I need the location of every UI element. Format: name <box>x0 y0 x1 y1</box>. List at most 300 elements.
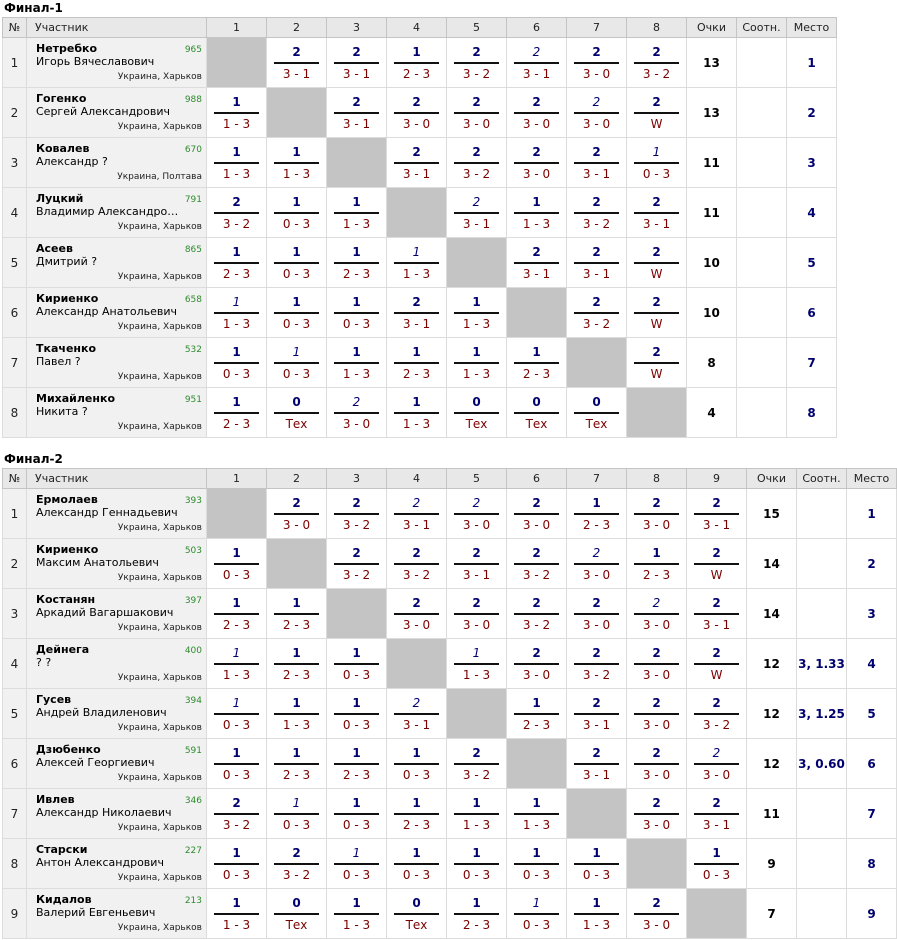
player-surname[interactable]: Нетребко <box>36 42 98 55</box>
match-cell[interactable] <box>627 38 687 88</box>
match-cell[interactable] <box>627 489 687 539</box>
player-cell[interactable] <box>27 88 207 138</box>
match-result[interactable] <box>627 589 686 638</box>
match-cell[interactable] <box>687 689 747 739</box>
match-result[interactable] <box>327 639 386 688</box>
match-result[interactable] <box>207 388 266 437</box>
match-cell[interactable] <box>207 889 267 939</box>
match-result[interactable] <box>327 238 386 287</box>
match-cell[interactable] <box>687 789 747 839</box>
match-cell[interactable] <box>567 489 627 539</box>
match-result[interactable] <box>267 639 326 688</box>
match-cell[interactable] <box>687 589 747 639</box>
match-result[interactable] <box>507 138 566 187</box>
match-result[interactable] <box>447 138 506 187</box>
player-surname[interactable]: Старски <box>36 843 88 856</box>
player-cell[interactable] <box>27 288 207 338</box>
match-cell[interactable] <box>447 839 507 889</box>
match-result[interactable] <box>267 689 326 738</box>
player-cell[interactable] <box>27 388 207 438</box>
match-score: 3 - 1 <box>402 167 431 181</box>
match-cell[interactable] <box>507 188 567 238</box>
match-result[interactable] <box>207 288 266 337</box>
match-cell[interactable] <box>447 388 507 438</box>
match-result[interactable] <box>567 539 626 588</box>
match-result[interactable] <box>387 88 446 137</box>
match-result[interactable] <box>567 639 626 688</box>
match-cell[interactable] <box>327 489 387 539</box>
match-cell[interactable] <box>267 138 327 188</box>
player-surname[interactable]: Кириенко <box>36 543 99 556</box>
match-result[interactable] <box>627 639 686 688</box>
match-result[interactable] <box>507 188 566 237</box>
match-cell[interactable] <box>447 789 507 839</box>
match-result[interactable] <box>627 38 686 87</box>
match-cell[interactable] <box>327 789 387 839</box>
match-cell[interactable] <box>207 539 267 589</box>
match-result[interactable] <box>267 338 326 387</box>
match-result[interactable] <box>327 88 386 137</box>
match-cell[interactable] <box>207 689 267 739</box>
player-cell[interactable] <box>27 38 207 88</box>
match-cell[interactable] <box>327 38 387 88</box>
match-cell[interactable] <box>627 539 687 589</box>
match-score: 3 - 0 <box>402 618 431 632</box>
match-cell[interactable] <box>387 539 447 589</box>
match-result[interactable] <box>627 238 686 287</box>
match-cell[interactable] <box>267 589 327 639</box>
match-result[interactable] <box>567 88 626 137</box>
match-result[interactable] <box>327 789 386 838</box>
player-cell[interactable] <box>27 338 207 388</box>
match-cell[interactable] <box>387 689 447 739</box>
section-title-final-2: Финал-2 <box>4 452 63 466</box>
match-result[interactable] <box>627 188 686 237</box>
match-cell[interactable] <box>447 489 507 539</box>
match-result[interactable] <box>447 388 506 437</box>
match-divider <box>334 212 379 214</box>
match-cell[interactable] <box>267 489 327 539</box>
match-cell[interactable] <box>387 138 447 188</box>
match-cell[interactable] <box>267 388 327 438</box>
match-cell[interactable] <box>627 238 687 288</box>
match-result[interactable] <box>327 38 386 87</box>
match-result[interactable] <box>267 489 326 538</box>
match-result[interactable] <box>267 739 326 788</box>
match-result[interactable] <box>687 789 746 838</box>
match-result[interactable] <box>507 38 566 87</box>
match-cell[interactable] <box>207 388 267 438</box>
match-cell[interactable] <box>327 739 387 789</box>
match-cell[interactable] <box>627 338 687 388</box>
match-result[interactable] <box>567 188 626 237</box>
player-surname[interactable]: Ивлев <box>36 793 75 806</box>
player-surname[interactable]: Дзюбенко <box>36 743 101 756</box>
match-result[interactable] <box>267 138 326 187</box>
match-cell[interactable] <box>447 338 507 388</box>
match-result[interactable] <box>567 889 626 938</box>
match-result[interactable] <box>207 188 266 237</box>
match-cell[interactable] <box>567 689 627 739</box>
row-number: 1 <box>3 38 27 88</box>
player-surname[interactable]: Асеев <box>36 242 73 255</box>
match-cell[interactable] <box>567 889 627 939</box>
match-result[interactable] <box>507 88 566 137</box>
player-surname[interactable]: Кириенко <box>36 292 99 305</box>
match-cell[interactable] <box>267 188 327 238</box>
match-result[interactable] <box>267 38 326 87</box>
player-surname[interactable]: Михайленко <box>36 392 116 405</box>
match-result[interactable] <box>687 689 746 738</box>
match-result[interactable] <box>447 338 506 387</box>
match-result[interactable] <box>387 789 446 838</box>
match-cell[interactable] <box>507 539 567 589</box>
player-surname[interactable]: Гусев <box>36 693 72 706</box>
match-result[interactable] <box>507 388 566 437</box>
match-cell[interactable] <box>207 639 267 689</box>
match-cell[interactable] <box>687 489 747 539</box>
match-cell[interactable] <box>447 589 507 639</box>
player-cell[interactable] <box>27 789 207 839</box>
match-cell[interactable] <box>387 388 447 438</box>
match-result[interactable] <box>207 539 266 588</box>
match-result[interactable] <box>327 539 386 588</box>
match-result[interactable] <box>627 739 686 788</box>
match-result[interactable] <box>207 839 266 888</box>
match-result[interactable] <box>327 739 386 788</box>
match-result[interactable] <box>387 539 446 588</box>
match-result[interactable] <box>267 789 326 838</box>
match-cell[interactable] <box>267 839 327 889</box>
match-result[interactable] <box>207 589 266 638</box>
match-cell[interactable] <box>567 639 627 689</box>
match-result[interactable] <box>627 889 686 938</box>
match-cell[interactable] <box>267 889 327 939</box>
match-result[interactable] <box>207 238 266 287</box>
match-result[interactable] <box>387 589 446 638</box>
match-result[interactable] <box>567 138 626 187</box>
match-cell[interactable] <box>267 38 327 88</box>
match-points: 1 <box>532 696 541 710</box>
match-result[interactable] <box>207 739 266 788</box>
match-cell[interactable] <box>207 789 267 839</box>
match-result[interactable] <box>507 789 566 838</box>
match-result[interactable] <box>507 539 566 588</box>
match-result[interactable] <box>567 589 626 638</box>
self-match-cell <box>267 539 327 589</box>
match-result[interactable] <box>207 138 266 187</box>
match-cell[interactable] <box>567 38 627 88</box>
match-cell[interactable] <box>567 589 627 639</box>
player-cell[interactable] <box>27 839 207 889</box>
match-cell[interactable] <box>447 38 507 88</box>
match-result[interactable] <box>327 388 386 437</box>
match-result[interactable] <box>567 238 626 287</box>
match-result[interactable] <box>627 288 686 337</box>
match-cell[interactable] <box>207 338 267 388</box>
match-cell[interactable] <box>507 839 567 889</box>
match-cell[interactable] <box>507 238 567 288</box>
match-cell[interactable] <box>327 238 387 288</box>
match-cell[interactable] <box>567 188 627 238</box>
match-cell[interactable] <box>627 739 687 789</box>
match-cell[interactable] <box>207 839 267 889</box>
match-result[interactable] <box>267 288 326 337</box>
match-result[interactable] <box>267 589 326 638</box>
match-cell[interactable] <box>447 188 507 238</box>
match-result[interactable] <box>627 539 686 588</box>
match-result[interactable] <box>687 589 746 638</box>
match-result[interactable] <box>387 38 446 87</box>
match-cell[interactable] <box>267 338 327 388</box>
match-cell[interactable] <box>507 789 567 839</box>
match-result[interactable] <box>567 288 626 337</box>
match-result[interactable] <box>327 489 386 538</box>
match-cell[interactable] <box>327 689 387 739</box>
match-result[interactable] <box>627 689 686 738</box>
match-cell[interactable] <box>387 288 447 338</box>
match-result[interactable] <box>327 288 386 337</box>
match-cell[interactable] <box>507 889 567 939</box>
match-result[interactable] <box>387 338 446 387</box>
match-result[interactable] <box>267 889 326 938</box>
match-cell[interactable] <box>507 38 567 88</box>
player-cell[interactable] <box>27 539 207 589</box>
match-result[interactable] <box>507 689 566 738</box>
match-result[interactable] <box>447 889 506 938</box>
match-cell[interactable] <box>627 188 687 238</box>
match-cell[interactable] <box>267 789 327 839</box>
match-cell[interactable] <box>687 639 747 689</box>
match-cell[interactable] <box>687 739 747 789</box>
match-result[interactable] <box>507 639 566 688</box>
match-cell[interactable] <box>507 689 567 739</box>
match-cell[interactable] <box>447 539 507 589</box>
match-cell[interactable] <box>207 589 267 639</box>
match-result[interactable] <box>627 88 686 137</box>
player-surname[interactable]: Луцкий <box>36 192 84 205</box>
match-cell[interactable] <box>327 188 387 238</box>
match-result[interactable] <box>327 689 386 738</box>
match-result[interactable] <box>447 789 506 838</box>
match-cell[interactable] <box>207 288 267 338</box>
match-cell[interactable] <box>687 839 747 889</box>
match-cell[interactable] <box>387 589 447 639</box>
match-cell[interactable] <box>327 889 387 939</box>
match-cell[interactable] <box>327 388 387 438</box>
match-result[interactable] <box>507 589 566 638</box>
match-cell[interactable] <box>627 689 687 739</box>
match-cell[interactable] <box>207 739 267 789</box>
match-result[interactable] <box>447 188 506 237</box>
match-cell[interactable] <box>327 288 387 338</box>
match-cell[interactable] <box>387 739 447 789</box>
match-result[interactable] <box>267 388 326 437</box>
player-surname[interactable]: Гогенко <box>36 92 87 105</box>
match-cell[interactable] <box>447 889 507 939</box>
match-result[interactable] <box>627 338 686 387</box>
match-cell[interactable] <box>507 338 567 388</box>
match-result[interactable] <box>687 489 746 538</box>
match-cell[interactable] <box>447 288 507 338</box>
match-cell[interactable] <box>627 88 687 138</box>
match-result[interactable] <box>507 889 566 938</box>
match-points: 1 <box>532 896 541 910</box>
match-cell[interactable] <box>267 238 327 288</box>
match-cell[interactable] <box>387 238 447 288</box>
player-surname[interactable]: Ткаченко <box>36 342 97 355</box>
player-surname[interactable]: Ковалев <box>36 142 90 155</box>
match-cell[interactable] <box>447 639 507 689</box>
match-result[interactable] <box>567 839 626 888</box>
match-cell[interactable] <box>207 88 267 138</box>
match-result[interactable] <box>687 739 746 788</box>
match-result[interactable] <box>267 188 326 237</box>
player-cell[interactable] <box>27 739 207 789</box>
match-cell[interactable] <box>567 388 627 438</box>
player-cell[interactable] <box>27 889 207 939</box>
match-cell[interactable] <box>627 288 687 338</box>
match-cell[interactable] <box>387 489 447 539</box>
match-result[interactable] <box>567 38 626 87</box>
match-cell[interactable] <box>447 138 507 188</box>
match-result[interactable] <box>387 689 446 738</box>
player-cell[interactable] <box>27 689 207 739</box>
match-result[interactable] <box>627 138 686 187</box>
match-result[interactable] <box>687 539 746 588</box>
match-result[interactable] <box>447 839 506 888</box>
match-cell[interactable] <box>447 739 507 789</box>
match-cell[interactable] <box>507 489 567 539</box>
match-result[interactable] <box>207 639 266 688</box>
match-points: 2 <box>712 646 721 660</box>
match-result[interactable] <box>387 288 446 337</box>
match-cell[interactable] <box>627 889 687 939</box>
match-cell[interactable] <box>387 889 447 939</box>
match-result[interactable] <box>207 689 266 738</box>
player-surname[interactable]: Костанян <box>36 593 96 606</box>
match-cell[interactable] <box>507 639 567 689</box>
match-cell[interactable] <box>327 539 387 589</box>
match-cell[interactable] <box>687 539 747 589</box>
match-cell[interactable] <box>387 789 447 839</box>
player-cell[interactable] <box>27 138 207 188</box>
match-cell[interactable] <box>507 589 567 639</box>
match-cell[interactable] <box>327 338 387 388</box>
match-cell[interactable] <box>327 639 387 689</box>
player-cell[interactable] <box>27 489 207 539</box>
match-result[interactable] <box>387 388 446 437</box>
match-result[interactable] <box>327 839 386 888</box>
match-result[interactable] <box>627 789 686 838</box>
match-result[interactable] <box>387 138 446 187</box>
match-cell[interactable] <box>627 789 687 839</box>
match-result[interactable] <box>327 889 386 938</box>
match-cell[interactable] <box>207 238 267 288</box>
match-result[interactable] <box>447 38 506 87</box>
match-result[interactable] <box>567 388 626 437</box>
match-cell[interactable] <box>267 288 327 338</box>
match-cell[interactable] <box>567 88 627 138</box>
match-cell[interactable] <box>567 288 627 338</box>
match-cell[interactable] <box>327 839 387 889</box>
player-cell[interactable] <box>27 188 207 238</box>
match-result[interactable] <box>567 689 626 738</box>
match-cell[interactable] <box>627 589 687 639</box>
match-result[interactable] <box>387 889 446 938</box>
match-result[interactable] <box>207 789 266 838</box>
match-cell[interactable] <box>207 188 267 238</box>
match-result[interactable] <box>507 839 566 888</box>
player-cell[interactable] <box>27 238 207 288</box>
match-cell[interactable] <box>447 88 507 138</box>
match-cell[interactable] <box>627 639 687 689</box>
match-result[interactable] <box>387 238 446 287</box>
match-result[interactable] <box>267 839 326 888</box>
player-surname[interactable]: Дейнега <box>36 643 90 656</box>
match-result[interactable] <box>327 338 386 387</box>
match-cell[interactable] <box>387 839 447 889</box>
match-result[interactable] <box>507 238 566 287</box>
match-result[interactable] <box>387 839 446 888</box>
match-result[interactable] <box>447 589 506 638</box>
match-result[interactable] <box>687 839 746 888</box>
match-result[interactable] <box>207 88 266 137</box>
match-cell[interactable] <box>387 88 447 138</box>
match-cell[interactable] <box>567 739 627 789</box>
match-cell[interactable] <box>567 138 627 188</box>
match-result[interactable] <box>687 639 746 688</box>
match-cell[interactable] <box>267 689 327 739</box>
match-result[interactable] <box>447 739 506 788</box>
match-result[interactable] <box>207 889 266 938</box>
match-result[interactable] <box>207 338 266 387</box>
match-cell[interactable] <box>567 839 627 889</box>
match-result[interactable] <box>627 489 686 538</box>
player-surname[interactable]: Кидалов <box>36 893 92 906</box>
match-cell[interactable] <box>507 138 567 188</box>
match-result[interactable] <box>447 539 506 588</box>
match-cell[interactable] <box>327 88 387 138</box>
match-cell[interactable] <box>267 739 327 789</box>
match-score: 3 - 1 <box>462 217 491 231</box>
player-cell[interactable] <box>27 639 207 689</box>
match-cell[interactable] <box>267 639 327 689</box>
match-result[interactable] <box>447 88 506 137</box>
match-cell[interactable] <box>507 88 567 138</box>
match-result[interactable] <box>447 639 506 688</box>
match-cell[interactable] <box>207 138 267 188</box>
match-cell[interactable] <box>387 338 447 388</box>
match-result[interactable] <box>447 489 506 538</box>
match-result[interactable] <box>387 739 446 788</box>
player-surname[interactable]: Ермолаев <box>36 493 98 506</box>
match-result[interactable] <box>447 288 506 337</box>
match-result[interactable] <box>567 739 626 788</box>
match-result[interactable] <box>567 489 626 538</box>
match-result[interactable] <box>327 188 386 237</box>
match-cell[interactable] <box>627 138 687 188</box>
match-result[interactable] <box>507 338 566 387</box>
match-cell[interactable] <box>507 388 567 438</box>
match-result[interactable] <box>267 238 326 287</box>
match-cell[interactable] <box>567 238 627 288</box>
match-cell[interactable] <box>387 38 447 88</box>
match-result[interactable] <box>387 489 446 538</box>
match-cell[interactable] <box>567 539 627 589</box>
player-cell[interactable] <box>27 589 207 639</box>
match-result[interactable] <box>507 489 566 538</box>
